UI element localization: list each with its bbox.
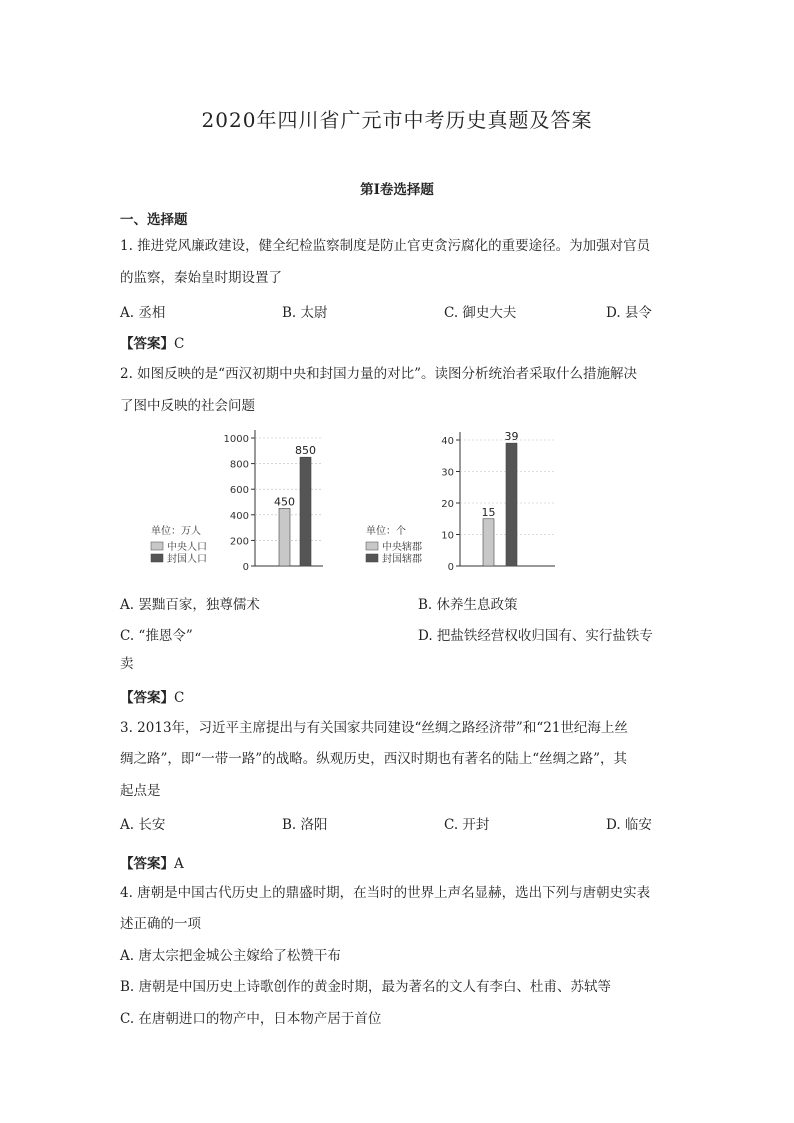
q3-answer	[120, 852, 184, 872]
answer-label: 【答案】	[120, 856, 174, 872]
legend-label: 中央辖郡	[382, 542, 422, 553]
y-tick-label: 10	[441, 530, 454, 542]
legend-swatch	[366, 554, 378, 562]
answer-value: A	[174, 856, 184, 872]
y-tick-label: 1000	[223, 434, 249, 445]
q2-stem-line2: 了图中反映的社会问题	[120, 398, 255, 414]
y-tick-label: 0	[447, 562, 454, 573]
q2-option-c: C. “推恩令”	[120, 628, 193, 644]
q1-option-c: C. 御史大夫	[444, 305, 517, 321]
q1-stem-line1: 1. 推进党风廉政建设，健全纪检监察制度是防止官吏贪污腐化的重要途径。为加强对官员	[120, 238, 651, 254]
y-tick-label: 0	[242, 562, 249, 573]
legend-swatch	[151, 554, 163, 562]
q3-option-d: D. 临安	[606, 817, 652, 833]
data-label: 15	[481, 505, 496, 519]
data-label: 450	[274, 495, 295, 509]
q3-option-c: C. 开封	[444, 817, 490, 833]
q3-stem-line3: 起点是	[120, 783, 161, 799]
answer-label: 【答案】	[120, 690, 174, 706]
y-tick-label: 40	[441, 436, 454, 447]
legend-label: 中央人口	[167, 542, 207, 553]
part-heading: 一、选择题	[120, 212, 188, 228]
q2-stem-line1: 2. 如图反映的是“西汉初期中央和封国力量的对比”。读图分析统治者采取什么措施解决	[120, 366, 637, 382]
q3-option-a: A. 长安	[120, 817, 166, 833]
q2-option-a: A. 罢黜百家，独尊儒术	[120, 597, 260, 613]
legend-label: 封国辖郡	[382, 554, 422, 565]
answer-value: C	[174, 690, 185, 706]
answer-value: C	[174, 336, 185, 352]
q1-option-d: D. 县令	[606, 305, 652, 321]
y-tick-label: 20	[441, 499, 454, 510]
q4-option-a: A. 唐太宗把金城公主嫁给了松赞干布	[120, 948, 341, 964]
unit-label: 单位：万人	[151, 526, 201, 537]
q1-answer	[120, 332, 184, 352]
q1-option-b: B. 太尉	[282, 305, 328, 321]
q3-option-b: B. 洛阳	[282, 817, 328, 833]
answer-label: 【答案】	[120, 336, 174, 352]
bar-中央人口	[279, 508, 290, 566]
q4-stem-line1: 4. 唐朝是中国古代历史上的鼎盛时期，在当时的世界上声名显赫，选出下列与唐朝史实表	[120, 885, 651, 901]
y-tick-label: 400	[229, 510, 249, 522]
y-tick-label: 800	[229, 459, 249, 471]
q4-option-c: C. 在唐朝进口的物产中，日本物产居于首位	[120, 1011, 382, 1027]
unit-label: 单位：个	[366, 526, 406, 537]
legend-swatch	[151, 542, 163, 550]
q4-stem-line2: 述正确的一项	[120, 916, 201, 932]
y-tick-label: 200	[229, 536, 249, 548]
q2-option-b: B. 休养生息政策	[418, 597, 518, 613]
bar-中央辖郡	[483, 519, 494, 566]
document-title: 2020年四川省广元市中考历史真题及答案	[201, 108, 593, 132]
q3-stem-line2: 绸之路”，即“一带一路”的战略。纵观历史，西汉时期也有著名的陆上“丝绸之路”，其	[120, 751, 628, 767]
section-title: 第Ⅰ卷选择题	[360, 182, 434, 198]
q2-option-d: D. 把盐铁经营权收归国有、实行盐铁专	[418, 628, 653, 644]
y-tick-label: 600	[229, 485, 249, 497]
data-label: 850	[295, 444, 316, 458]
q1-option-a: A. 丞相	[120, 305, 166, 321]
bar-封国人口	[300, 457, 311, 566]
q2-option-d-cont: 卖	[120, 656, 134, 672]
data-label: 39	[504, 430, 519, 444]
y-tick-label: 30	[441, 467, 454, 479]
legend-swatch	[366, 542, 378, 550]
q2-answer	[120, 686, 184, 706]
q4-option-b: B. 唐朝是中国历史上诗歌创作的黄金时期，最为著名的文人有李白、杜甫、苏轼等	[120, 979, 612, 995]
q1-stem-line2: 的监察，秦始皇时期设置了	[120, 270, 282, 286]
bar-封国辖郡	[506, 443, 517, 566]
population-bar-chart	[145, 424, 345, 574]
prefecture-bar-chart	[360, 424, 570, 574]
legend-label: 封国人口	[167, 554, 207, 565]
q3-stem-line1: 3. 2013年，习近平主席提出与有关国家共同建设“丝绸之路经济带”和“21世纪海上丝	[120, 720, 628, 736]
